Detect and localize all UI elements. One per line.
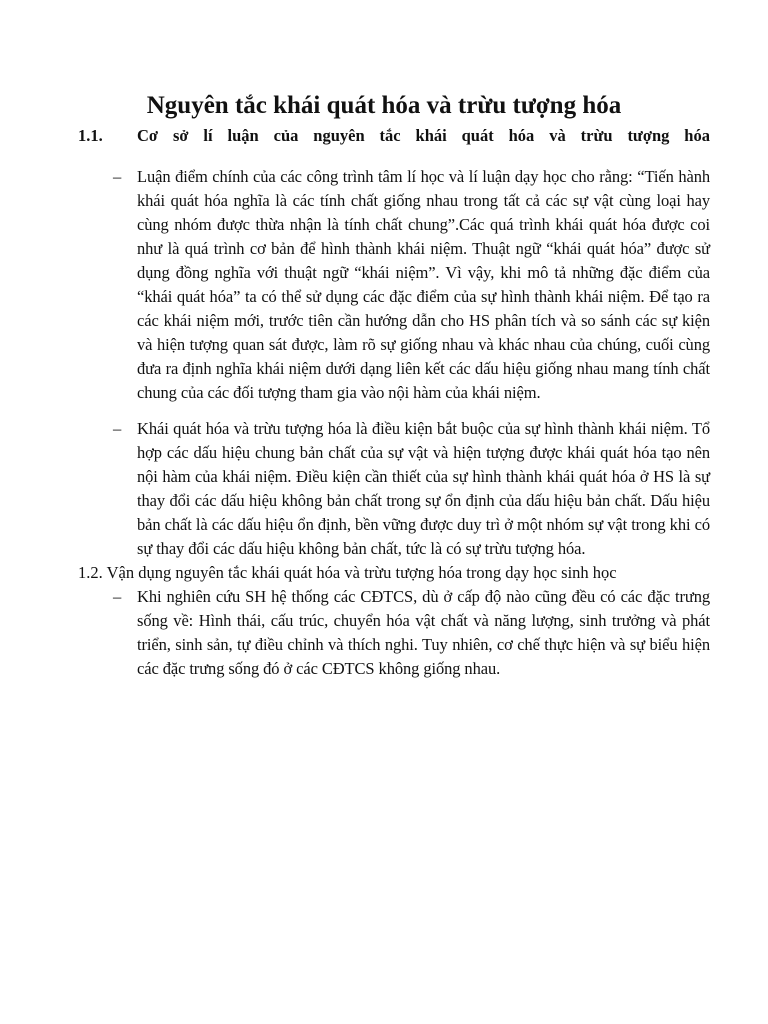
section-1-2-heading: 1.2. Vận dụng nguyên tắc khái quát hóa và trừu tượng hóa trong dạy học sinh học [78, 563, 617, 582]
bullet-dash-2: – [113, 419, 122, 438]
bullet-dash-1: – [113, 167, 122, 186]
section-1-1-heading: Cơ sở lí luận của nguyên tắc khái quát hóa và trừu tượng hóa [137, 126, 710, 145]
page-title: Nguyên tắc khái quát hóa và trừu tượng hóa [146, 92, 622, 119]
bullet-dash-3: – [113, 587, 122, 606]
bullet-paragraph-3 [113, 585, 710, 681]
section-1-1-number: 1.1. [78, 126, 103, 145]
bullet-text-3: Khi nghiên cứu SH hệ thống các CĐTCS, dù ở cấp độ nào cũng đều có các đặc trưng sống về: Hình thái, cấu trúc, chuyển hóa vật chất và năng lượng, sinh trưởng và phát triển, sinh sản, tự điều chỉnh và thích nghi. Tuy nhiên, cơ chế thực hiện và sự biểu hiện các đặc trưng sống đó ở các CĐTCS không giống nhau. [137, 587, 710, 678]
bullet-text-2: Khái quát hóa và trừu tượng hóa là điều kiện bắt buộc của sự hình thành khái niệm. Tổ hợp các dấu hiệu chung bản chất của sự vật và hiện tượng được khái quát hóa tạo nên nội hàm của khái niệm. Điều kiện cần thiết của sự hình thành khái quát hóa ở HS là sự thay đổi các dấu hiệu không bản chất trong sự ổn định của dấu hiệu bản chất. Dấu hiệu bản chất là các dấu hiệu ổn định, bền vững được duy trì ở một nhóm sự vật trong khi có sự thay đổi các dấu hiệu không bản chất, tức là có sự trừu tượng hóa. [137, 419, 710, 558]
bullet-paragraph-2 [113, 417, 710, 561]
bullet-paragraph-1 [113, 165, 710, 405]
bullet-text-1: Luận điểm chính của các công trình tâm lí học và lí luận dạy học cho rằng: “Tiến hành khái quát hóa nghĩa là các tính chất giống nhau trong tất cả các sự vật cùng loại hay cùng nhóm được thừa nhận là tính chất chung”.Các quá trình khái quát hóa được coi như là quá trình cơ bản để hình thành khái niệm. Thuật ngữ “khái quát hóa” được sử dụng đồng nghĩa với thuật ngữ “khái niệm”. Vì vậy, khi mô tả những đặc điểm của “khái quát hóa” ta có thể sử dụng các đặc điểm của sự hình thành khái niệm. Để tạo ra các khái niệm mới, trước tiên cần hướng dẫn cho HS phân tích và so sánh các sự kiện và hiện tượng quan sát được, làm rõ sự giống nhau và khác nhau của chúng, cuối cùng đưa ra định nghĩa khái niệm dưới dạng liên kết các dấu hiệu giống nhau mang tính chất chung của các đối tượng tham gia vào nội hàm của khái niệm. [137, 167, 710, 402]
